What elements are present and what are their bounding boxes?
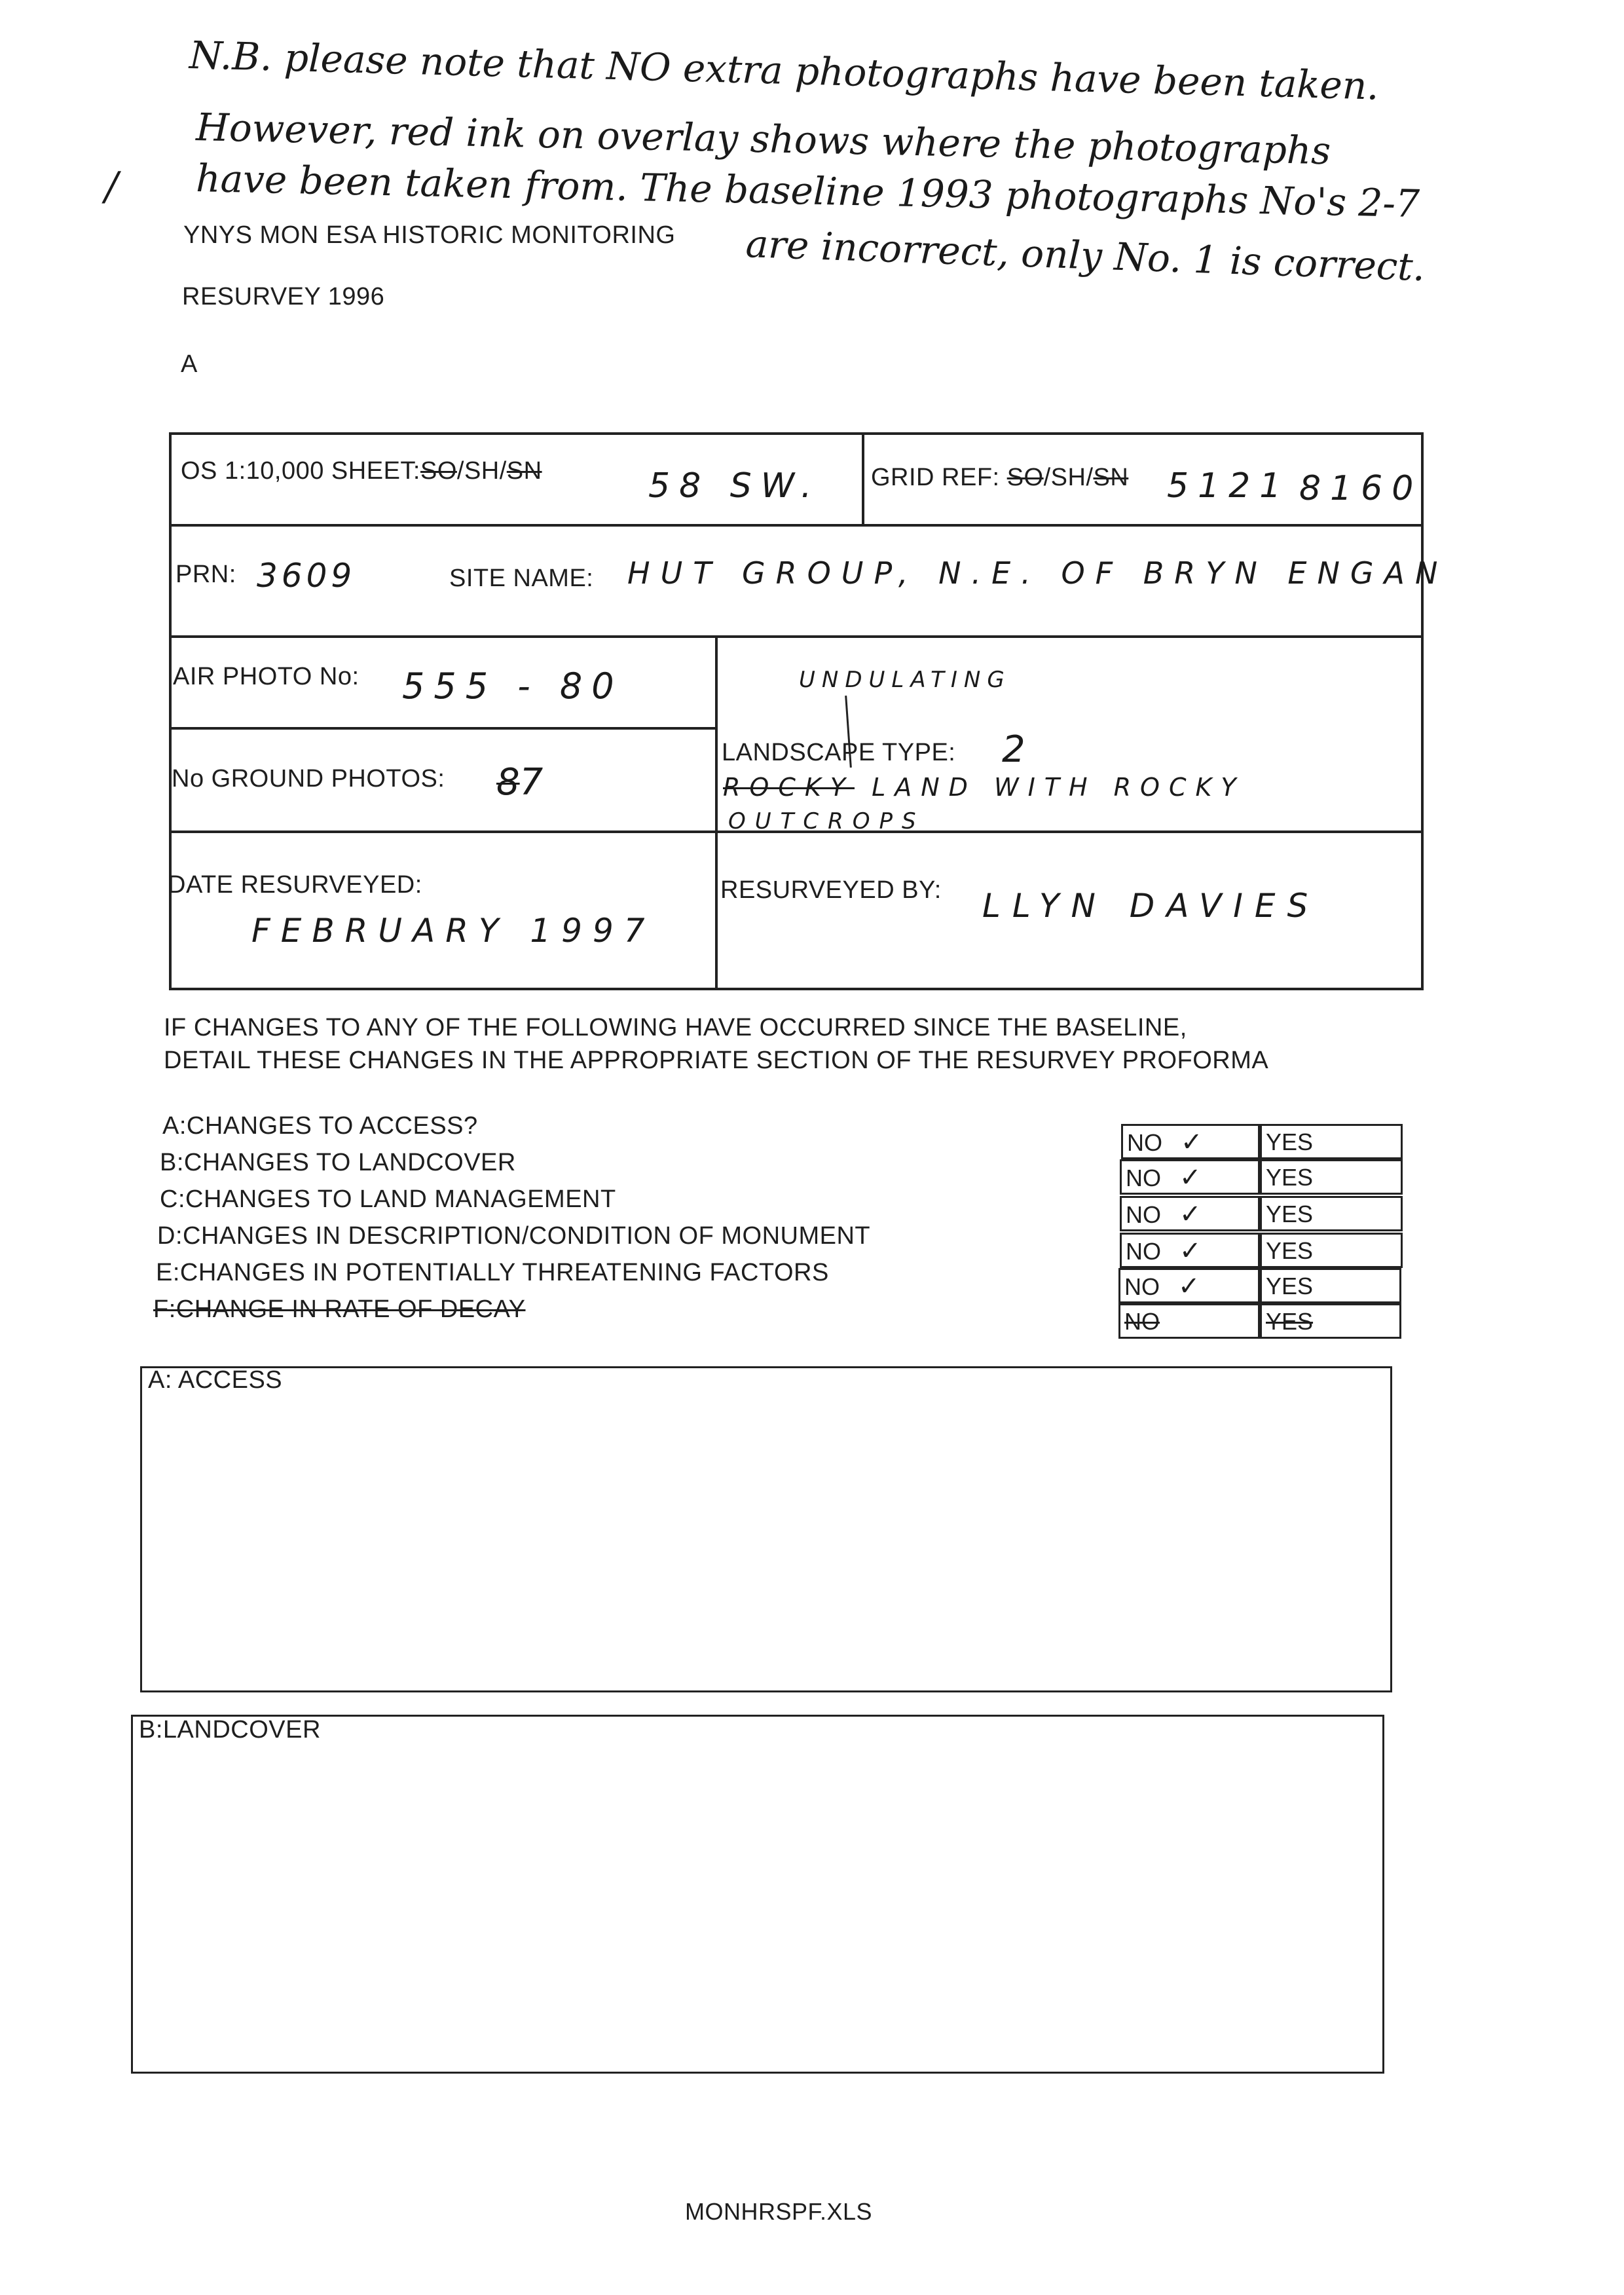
landscape-description-line-2[interactable]: OUTCROPS <box>728 808 925 834</box>
prn-label: PRN: <box>175 561 236 588</box>
access-section-box[interactable] <box>140 1366 1392 1692</box>
grid-ref-value-1[interactable]: 5121 <box>1167 466 1291 506</box>
grid-ref-label: GRID REF: SO/SH/SN <box>871 464 1129 491</box>
row-divider <box>169 727 716 730</box>
landscape-type-value[interactable]: 2 <box>1002 728 1035 771</box>
management-no-checkbox[interactable]: NO ✓ <box>1120 1196 1260 1231</box>
check-mark-icon: ✓ <box>1181 1127 1203 1157</box>
row-divider <box>169 635 1424 638</box>
section-letter: A <box>181 350 198 378</box>
handwritten-note-line-1: N.B. please note that NO extra photographs have been taken. <box>189 33 1380 109</box>
decay-no-checkbox: NO <box>1118 1303 1260 1339</box>
change-question-land-management: C:CHANGES TO LAND MANAGEMENT <box>160 1185 616 1213</box>
grid-ref-value-2[interactable]: 8160 <box>1299 469 1423 508</box>
date-resurveyed-value[interactable]: FEBRUARY 1997 <box>251 912 655 950</box>
landscape-description-line-1[interactable]: ROCKY LAND WITH ROCKY <box>723 773 1246 802</box>
landcover-yes-checkbox[interactable]: YES <box>1260 1159 1403 1195</box>
air-photo-label: AIR PHOTO No: <box>173 663 360 690</box>
os-sheet-value[interactable]: 58 SW. <box>648 466 821 506</box>
management-yes-checkbox[interactable]: YES <box>1260 1196 1403 1231</box>
check-mark-icon: ✓ <box>1179 1163 1202 1193</box>
change-question-access: A:CHANGES TO ACCESS? <box>162 1112 478 1140</box>
ground-photos-value[interactable]: 87 <box>496 761 544 804</box>
handwritten-note-line-4: are incorrect, only No. 1 is correct. <box>745 221 1426 290</box>
landscape-type-label: LANDSCAPE TYPE: <box>722 739 956 766</box>
change-question-threats: E:CHANGES IN POTENTIALLY THREATENING FACTORS <box>156 1259 829 1286</box>
column-divider <box>715 635 718 990</box>
resurveyed-by-label: RESURVEYED BY: <box>720 876 942 904</box>
access-yes-checkbox[interactable]: YES <box>1260 1124 1403 1159</box>
description-yes-checkbox[interactable]: YES <box>1260 1233 1403 1268</box>
struck-code: SO <box>1006 464 1044 491</box>
landcover-no-checkbox[interactable]: NO ✓ <box>1120 1159 1260 1195</box>
handwritten-note-line-3: have been taken from. The baseline 1993 photographs No's 2-7 <box>195 156 1420 227</box>
description-no-checkbox[interactable]: NO ✓ <box>1120 1233 1260 1268</box>
ground-photos-label: No GROUND PHOTOS: <box>172 765 445 793</box>
struck-code: SN <box>1093 464 1129 491</box>
form-subtitle: RESURVEY 1996 <box>182 283 385 310</box>
site-name-label: SITE NAME: <box>449 565 594 592</box>
prn-value[interactable]: 3609 <box>257 557 356 595</box>
footer-filename: MONHRSPF.XLS <box>685 2198 873 2225</box>
row-divider <box>169 524 1424 527</box>
form-title: YNYS MON ESA HISTORIC MONITORING <box>183 221 676 249</box>
struck-landscape-word: ROCKY <box>723 773 855 802</box>
check-mark-icon: ✓ <box>1178 1271 1200 1301</box>
column-divider <box>862 432 864 525</box>
instructions-line-2: DETAIL THESE CHANGES IN THE APPROPRIATE SECTION OF THE RESURVEY PROFORMA <box>164 1047 1269 1074</box>
resurveyed-by-value[interactable]: LLYN DAVIES <box>982 887 1320 925</box>
landcover-section-label: B:LANDCOVER <box>139 1716 321 1744</box>
access-section-label: A: ACCESS <box>148 1366 283 1394</box>
date-resurveyed-label: DATE RESURVEYED: <box>168 871 422 899</box>
handwritten-note-line-2: However, red ink on overlay shows where the photographs <box>195 105 1331 174</box>
change-question-landcover: B:CHANGES TO LANDCOVER <box>160 1149 516 1176</box>
change-question-decay: F:CHANGE IN RATE OF DECAY <box>153 1296 526 1323</box>
change-question-description: D:CHANGES IN DESCRIPTION/CONDITION OF MONUMENT <box>157 1222 871 1250</box>
struck-code: SO <box>420 457 457 485</box>
margin-mark: / <box>105 164 119 210</box>
decay-yes-checkbox: YES <box>1260 1303 1401 1339</box>
air-photo-value[interactable]: 555 - 80 <box>402 665 623 707</box>
site-name-value[interactable]: HUT GROUP, N.E. OF BRYN ENGAN <box>627 555 1449 591</box>
threats-yes-checkbox[interactable]: YES <box>1260 1268 1401 1303</box>
struck-code: SN <box>506 457 542 485</box>
threats-no-checkbox[interactable]: NO ✓ <box>1118 1268 1260 1303</box>
check-mark-icon: ✓ <box>1179 1236 1202 1266</box>
landcover-section-box[interactable] <box>131 1715 1384 2074</box>
check-mark-icon: ✓ <box>1179 1199 1202 1229</box>
access-no-checkbox[interactable]: NO ✓ <box>1121 1124 1260 1159</box>
landscape-insert-word: UNDULATING <box>799 667 1011 693</box>
struck-photo-count: 8 <box>496 761 520 804</box>
instructions-line-1: IF CHANGES TO ANY OF THE FOLLOWING HAVE OCCURRED SINCE THE BASELINE, <box>164 1014 1187 1041</box>
os-sheet-label: OS 1:10,000 SHEET:SO/SH/SN <box>181 457 542 485</box>
